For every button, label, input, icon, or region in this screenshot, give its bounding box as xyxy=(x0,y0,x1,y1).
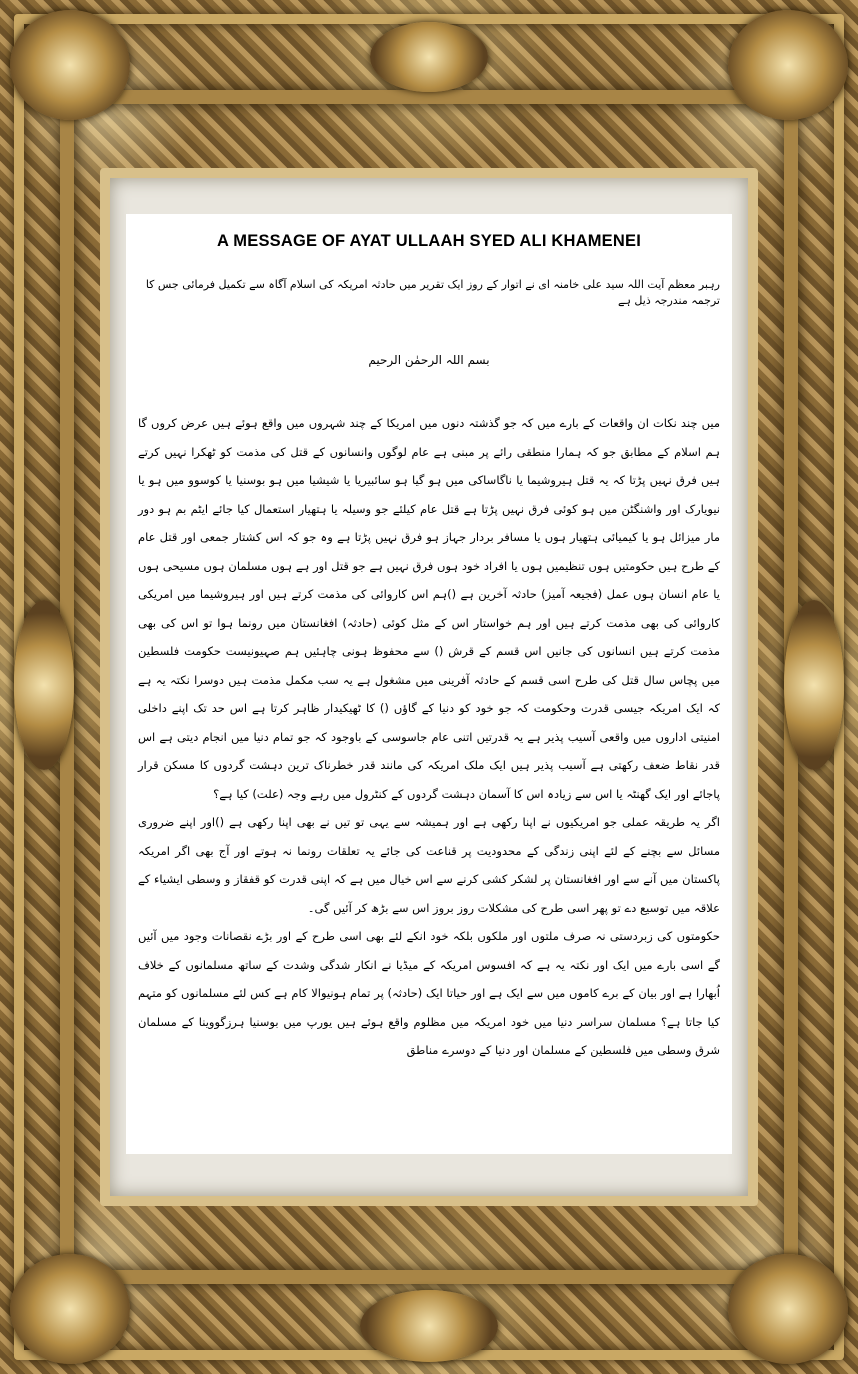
document-intro: رہبر معظم آیت اللہ سید علی خامنہ ای نے اتوار کے روز ایک تقریر میں حادثہ امریکہ کی اسلام آگاہ سے تکمیل فرمائی جس کا ترجمہ مندرجہ ذیل ہے xyxy=(145,278,720,307)
body-paragraph-3: حکومتوں کی زبردستی نہ صرف ملتوں اور ملکوں بلکہ خود انکے لئے بھی اسی طرح کے اور بڑے نقصانات وجود میں آئیں گے اسی بارے میں ایک اور نکتہ یہ ہے کہ افسوس امریکہ کے میڈیا نے انکار شدگی وشدت کے ساتھ مسلمانوں کے خلاف اُبھارا ہے اور بیان کے برے کاموں میں سے ایک ہے اور حیاتا ایک (حادثہ) پر تمام ہونیوالا کام ہے کس لئے مسلمانوں کو متہم کیا جاتا ہے؟ مسلمان سراسر دنیا میں خود امریکہ میں مظلوم واقع ہوئے ہیں یورپ میں بوسنیا ہرزگووینا کے مسلمان شرق وسطی میں فلسطین کے مسلمان اور دنیا کے دوسرے مناطق xyxy=(138,929,720,1057)
frame-ornament-top-right xyxy=(728,10,848,120)
frame-ornament-top-center xyxy=(370,22,488,92)
frame-ornament-bottom-center xyxy=(360,1290,498,1362)
bismillah-line: بسم اللہ الرحمٰن الرحیم xyxy=(368,353,490,367)
body-paragraph-2: اگر یہ طریقہ عملی جو امریکیوں نے اپنا رکھی ہے اور ہمیشہ سے یہی تو تیں نے بھی اپنا رکھی ہے ()اور اپنے ضروری مسائل سے بچنے کے لئے اپنی زندگی کے محدودیت پر قناعت کی جائے یہ تعلقات رونما نہ ہوتے اور آج بھی اگر امریکہ پاکستان میں آنے سے اور افغانستان پر لشکر کشی کرنے سے اس خیال میں ہے کہ اپنی قدرت کو قفقاز و وسطی ایشیاء کے علاقہ میں توسیع دے تو پھر اسی طرح کی مشکلات روز بروز اس سے بڑھ کر آئیں گی۔ xyxy=(138,815,720,915)
frame-ornament-left-middle xyxy=(14,600,74,770)
frame-ornament-top-left xyxy=(10,10,130,120)
body-paragraph-1: میں چند نکات ان واقعات کے بارے میں کہ جو گذشتہ دنوں میں امریکا کے چند شہروں میں واقع ہوئے ہیں عرض کروں گا ہم اسلام کے مطابق جو کہ ہمارا منطقی رائے پر مبنی ہے عام لوگوں وانسانوں کے قتل کی مذمت کو ٹھکرا نہیں کرتے ہیں فرق نہیں پڑتا کہ یہ قتل ہیروشیما یا ناگاساکی میں ہو گیا ہو سائبیریا یا شیشیا میں ہو بوسنیا یا کوسوو میں ہو یا نیویارک اور واشنگٹن میں ہو کوئی فرق نہیں پڑتا ہے قتل عام کیلئے جو وسیلہ یا ہتھیار استعمال کیا جائے ایٹم بم ہو دور مار میزائل ہو یا کیمیائی ہتھیار ہوں یا مسافر بردار جہاز ہو فرق نہیں پڑتا ہے وہ جو کہ اس کشتار جمعی اور قتل عام کے طرح ہیں حکومتیں ہوں تنظیمیں ہوں یا افراد خود ہوں فرق نہیں ہے جو قتل اور ہے ہوں مسلمان ہوں مسیحی ہوں یا عام انسان ہوں عمل (فجیعہ آمیز) حادثہ آخرین ہے ()ہم اس کاروائی کی مذمت کرتے ہیں اور ہیروشیما میں امریکی کاروائی کی بھی مذمت کرتے ہیں اور ہم خواستار اس کے مثل کوئی (حادثہ) افغانستان میں رونما ہوا تو اس کی بھی مذمت کرتے ہیں انسانوں کی جانیں اس قسم کے قرش () سے محفوظ ہونی چاہئیں ہم صہیونیست حکومت فلسطین میں پچاس سال قتل کی طرح اسی قسم کے حادثہ آفرینی میں مشغول ہے یہ سب مکمل مذمت ہیں دوسرا نکتہ یہ ہے کہ ایک امریکہ جیسی قدرت وحکومت کہ جو خود کو دنیا کے گاؤں () کا ٹھیکیدار ظاہر کرتا ہے اس حد تک اپنے داخلی امنیتی اداروں میں واقعی آسیب پذیر ہے یہ قدرتیں اتنی عام جاسوسی کے باوجود کہ جو تمام دنیا میں انجام دیتی ہے اس قدر نقاط ضعف رکھتی ہے آسیب پذیر ہیں ایک ملک امریکہ کی مانند قدر خطرناک ترین دہشت گردوں کا مسکن قرار پاجائے اور ایک گھنٹہ یا اس سے زیادہ اس کا آسمان دہشت گردوں کے کنٹرول میں رہے وجہ (علت) کیا ہے؟ xyxy=(138,416,720,801)
document-page xyxy=(126,214,732,1154)
frame-ornament-bottom-left xyxy=(10,1254,130,1364)
document-title: A MESSAGE OF AYAT ULLAAH SYED ALI KHAMENEI xyxy=(217,232,641,250)
frame-ornament-bottom-right xyxy=(728,1254,848,1364)
frame-ornament-right-middle xyxy=(784,600,844,770)
